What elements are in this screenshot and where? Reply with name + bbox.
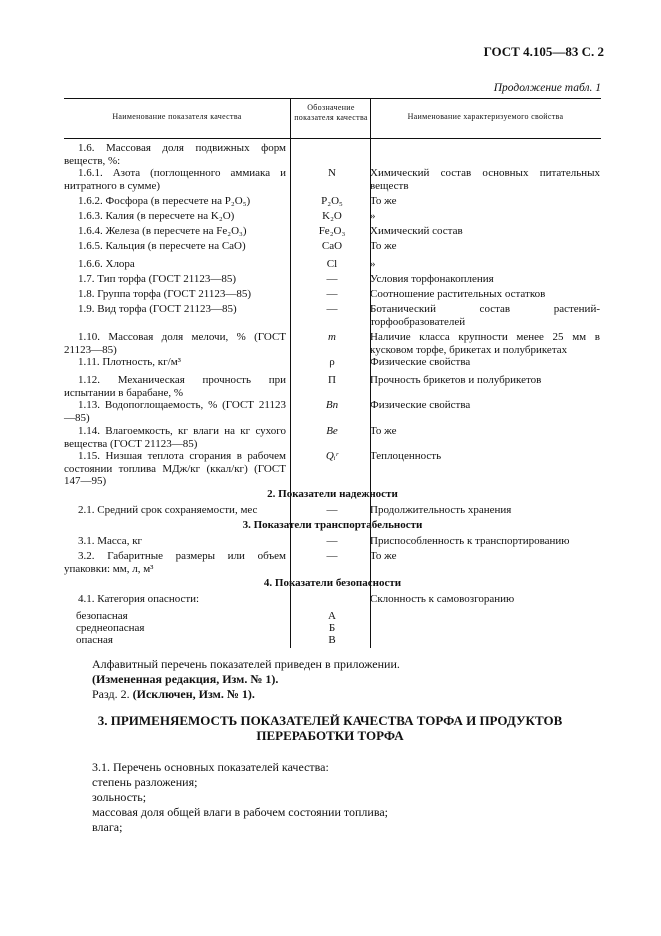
row-name: 1.6.6. Хлора — [78, 258, 135, 270]
row-name: 3.2. Габаритные размеры или объем упаковки: мм, л, м³ — [64, 550, 286, 575]
row-symbol: — — [326, 550, 338, 562]
column-header-property: Наименование характеризуемого свойства — [407, 112, 564, 121]
row-property: Склонность к самовозгоранию — [370, 593, 515, 605]
category-name: безопасная — [76, 610, 128, 622]
row-property: Химический состав основных питательных веществ — [370, 167, 600, 192]
row-name: 1.11. Плотность, кг/м³ — [78, 356, 181, 368]
section-3-heading: 3. ПРИМЕНЯЕМОСТЬ ПОКАЗАТЕЛЕЙ КАЧЕСТВА ТОРФА И ПРОДУКТОВ ПЕРЕРАБОТКИ ТОРФА — [97, 713, 563, 743]
row-symbol: — — [326, 273, 338, 285]
section-heading-transportability: 3. Показатели транспортабельности — [242, 519, 423, 531]
row-property: Условия торфонакопления — [370, 273, 494, 285]
row-name: 1.6.1. Азота (поглощенного аммиака и нитратного в сумме) — [64, 167, 286, 192]
row-property: » — [370, 210, 376, 222]
row-name: 1.10. Массовая доля мелочи, % (ГОСТ 21123—85) — [64, 331, 286, 356]
row-symbol: m — [328, 331, 336, 343]
row-name: 4.1. Категория опасности: — [78, 593, 200, 605]
table-header-rule — [64, 138, 601, 139]
row-property: То же — [370, 425, 397, 437]
list-item: массовая доля общей влаги в рабочем состоянии топлива; — [92, 805, 388, 819]
row-property: Физические свойства — [370, 399, 471, 411]
row-name: 1.15. Низшая теплота сгорания в рабочем состоянии топлива МДж/кг (ккал/кг) (ГОСТ 147—95) — [64, 450, 286, 487]
row-name: 1.12. Механическая прочность при испытании в барабане, % — [64, 374, 286, 399]
row-property: Наличие класса крупности менее 25 мм в кусковом торфе, брикетах и полубрикетах — [370, 331, 600, 356]
row-name: 1.8. Группа торфа (ГОСТ 21123—85) — [78, 288, 251, 300]
row-symbol: P₂O₅ — [321, 195, 343, 207]
table-continuation-label: Продолжение табл. 1 — [493, 82, 601, 94]
note-section-status: (Исключен, Изм. № 1). — [132, 687, 255, 701]
row-name: 3.1. Масса, кг — [78, 535, 143, 547]
row-symbol: — — [326, 303, 338, 315]
row-name: 1.9. Вид торфа (ГОСТ 21123—85) — [78, 303, 237, 315]
row-symbol: Bп — [325, 399, 339, 411]
row-symbol: — — [326, 288, 338, 300]
row-symbol: П — [328, 374, 336, 386]
list-item: 3.1. Перечень основных показателей качества: — [92, 760, 329, 774]
section-heading-safety: 4. Показатели безопасности — [263, 577, 402, 589]
row-symbol: Fe₂O₃ — [318, 225, 346, 237]
row-name: 1.6.3. Калия (в пересчете на K₂O) — [78, 210, 235, 222]
list-item: влага; — [92, 820, 123, 834]
table-top-rule — [64, 98, 601, 99]
row-name: 1.6.5. Кальция (в пересчете на CaO) — [78, 240, 246, 252]
row-symbol: K₂O — [322, 210, 342, 222]
row-symbol: CaO — [321, 240, 343, 252]
column-header-symbol: Обозначение показателя качества — [294, 103, 368, 122]
row-property: Ботанический состав растений-торфообразователей — [370, 303, 600, 328]
row-name: 1.13. Водопоглощаемость, % (ГОСТ 21123—85) — [64, 399, 286, 424]
row-property: То же — [370, 195, 397, 207]
category-symbol: Б — [328, 622, 336, 634]
category-symbol: А — [328, 610, 336, 622]
row-symbol: Cl — [326, 258, 338, 270]
category-name: среднеопасная — [76, 622, 145, 634]
note-revision: (Измененная редакция, Изм. № 1). — [92, 672, 279, 686]
row-name: 1.6.2. Фосфора (в пересчете на P₂O₅) — [78, 195, 251, 207]
row-symbol: Bе — [326, 425, 338, 437]
row-property: То же — [370, 240, 397, 252]
row-symbol: Qᵢʳ — [325, 450, 339, 462]
note-section-removed — [92, 687, 255, 702]
column-header-name: Наименование показателя качества — [112, 112, 242, 121]
row-symbol: — — [326, 504, 338, 516]
row-property: Теплоценность — [370, 450, 442, 462]
row-property: Физические свойства — [370, 356, 471, 368]
row-property: » — [370, 258, 376, 270]
row-symbol: N — [328, 167, 336, 179]
row-name: 1.14. Влагоемкость, кг влаги на кг сухого вещества (ГОСТ 21123—85) — [64, 425, 286, 450]
row-property: Прочность брикетов и полубрикетов — [370, 374, 542, 386]
row-name: 2.1. Средний срок сохраняемости, мес — [78, 504, 258, 516]
list-item: степень разложения; — [92, 775, 198, 789]
list-item: зольность; — [92, 790, 147, 804]
category-name: опасная — [76, 634, 113, 646]
page-header: ГОСТ 4.105—83 С. 2 — [483, 44, 604, 59]
row-symbol: ρ — [329, 356, 335, 368]
note-section-label: Разд. 2. — [92, 687, 130, 701]
column-divider-1 — [290, 98, 291, 648]
row-symbol: — — [326, 535, 338, 547]
row-property: Продолжительность хранения — [370, 504, 512, 516]
row-name: 1.7. Тип торфа (ГОСТ 21123—85) — [78, 273, 237, 285]
category-symbol: В — [328, 634, 336, 646]
row-name: 1.6. Массовая доля подвижных форм веществ, %: — [64, 142, 286, 167]
row-property: Приспособленность к транспортированию — [370, 535, 570, 547]
row-property: Химический состав — [370, 225, 463, 237]
row-name: 1.6.4. Железа (в пересчете на Fe₂O₃) — [78, 225, 247, 237]
row-property: То же — [370, 550, 397, 562]
note-appendix: Алфавитный перечень показателей приведен в приложении. — [92, 657, 400, 671]
section-heading-reliability: 2. Показатели надежности — [267, 488, 398, 500]
row-property: Соотношение растительных остатков — [370, 288, 546, 300]
